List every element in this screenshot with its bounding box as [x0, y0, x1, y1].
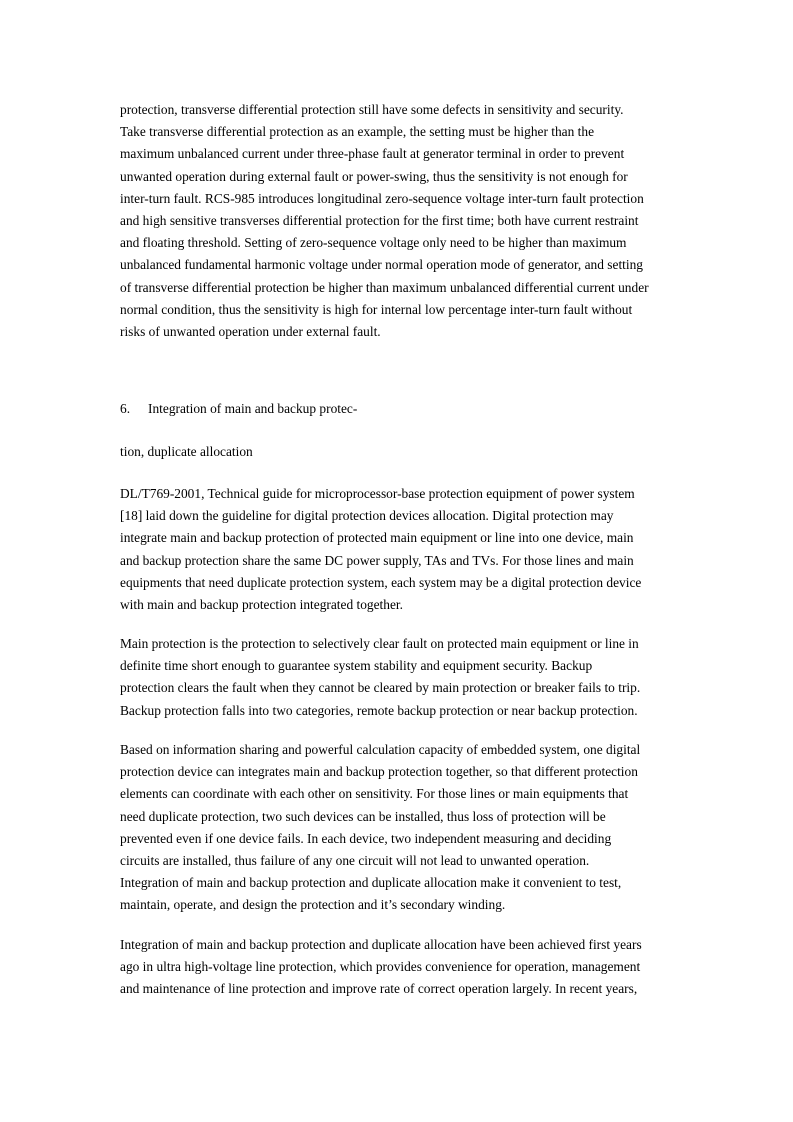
text-line: protection, transverse differential protection still have some defects in sensitivity and security.: [120, 102, 624, 117]
text-line: and backup protection share the same DC power supply, TAs and TVs. For those lines and main: [120, 552, 634, 568]
text-line: Take transverse differential protection as an example, the setting must be higher than the: [120, 124, 595, 140]
paragraph-4: [120, 739, 680, 917]
section-heading-continued: [120, 441, 680, 463]
text-line: definite time short enough to guarantee system stability and equipment security. Backup: [120, 658, 593, 674]
text-line: prevented even if one device fails. In each device, two independent measuring and deciding: [120, 830, 612, 846]
text-line: with main and backup protection integrated together.: [120, 596, 403, 612]
paragraph-1: [120, 99, 680, 343]
text-line: Based on information sharing and powerful calculation capacity of embedded system, one digital: [120, 742, 641, 757]
text-line: maintain, operate, and design the protection and it’s secondary winding.: [120, 897, 506, 913]
paragraph-5: [120, 934, 680, 1001]
text-line: equipments that need duplicate protection system, each system may be a digital protection device: [120, 574, 642, 590]
text-line: ago in ultra high-voltage line protection, which provides convenience for operation, management: [120, 959, 641, 975]
text-line: Integration of main and backup protection and duplicate allocation make it convenient to test,: [120, 875, 622, 891]
text-line: elements can coordinate with each other on sensitivity. For those lines or main equipments that: [120, 786, 629, 802]
text-line: Main protection is the protection to selectively clear fault on protected main equipment or line in: [120, 636, 639, 651]
paragraph-2: [120, 483, 680, 616]
text-line: integrate main and backup protection of protected main equipment or line into one device, main: [120, 530, 634, 546]
text-line: Integration of main and backup protection and duplicate allocation have been achieved first years: [120, 937, 642, 952]
text-line: unbalanced fundamental harmonic voltage under normal operation mode of generator, and setting: [120, 257, 643, 273]
text-line: DL/T769-2001, Technical guide for microprocessor-base protection equipment of power system: [120, 486, 635, 501]
text-line: of transverse differential protection be higher than maximum unbalanced differential current under: [120, 279, 649, 295]
text-line: maximum unbalanced current under three-phase fault at generator terminal in order to prevent: [120, 146, 625, 162]
text-line: normal condition, thus the sensitivity is high for internal low percentage inter-turn fault without: [120, 301, 633, 317]
text-line: and maintenance of line protection and improve rate of correct operation largely. In recent years,: [120, 981, 638, 997]
section-title-part-1: Integration of main and backup protec-: [148, 401, 358, 416]
text-line: unwanted operation during external fault or power-swing, thus the sensitivity is not enough for: [120, 168, 628, 184]
text-line: protection device can integrates main and backup protection together, so that different protection: [120, 764, 638, 780]
text-line: inter-turn fault. RCS-985 introduces longitudinal zero-sequence voltage inter-turn fault protection: [120, 190, 644, 206]
text-line: and high sensitive transverses differential protection for the first time; both have current restraint: [120, 212, 639, 228]
section-number: 6.: [120, 401, 131, 416]
text-line: need duplicate protection, two such devices can be installed, thus loss of protection will be: [120, 808, 606, 824]
text-line: risks of unwanted operation under external fault.: [120, 323, 381, 339]
paragraph-3: [120, 633, 680, 722]
text-line: and floating threshold. Setting of zero-sequence voltage only need to be higher than maximum: [120, 235, 627, 251]
text-line: [18] laid down the guideline for digital protection devices allocation. Digital protection may: [120, 508, 614, 524]
section-title-part-2: tion, duplicate allocation: [120, 444, 253, 459]
section-heading: [120, 398, 680, 420]
text-line: Backup protection falls into two categories, remote backup protection or near backup protection.: [120, 702, 638, 718]
text-line: circuits are installed, thus failure of any one circuit will not lead to unwanted operation.: [120, 852, 590, 868]
section-heading-line: [120, 398, 680, 420]
text-line: protection clears the fault when they cannot be cleared by main protection or breaker fails to trip.: [120, 680, 641, 696]
